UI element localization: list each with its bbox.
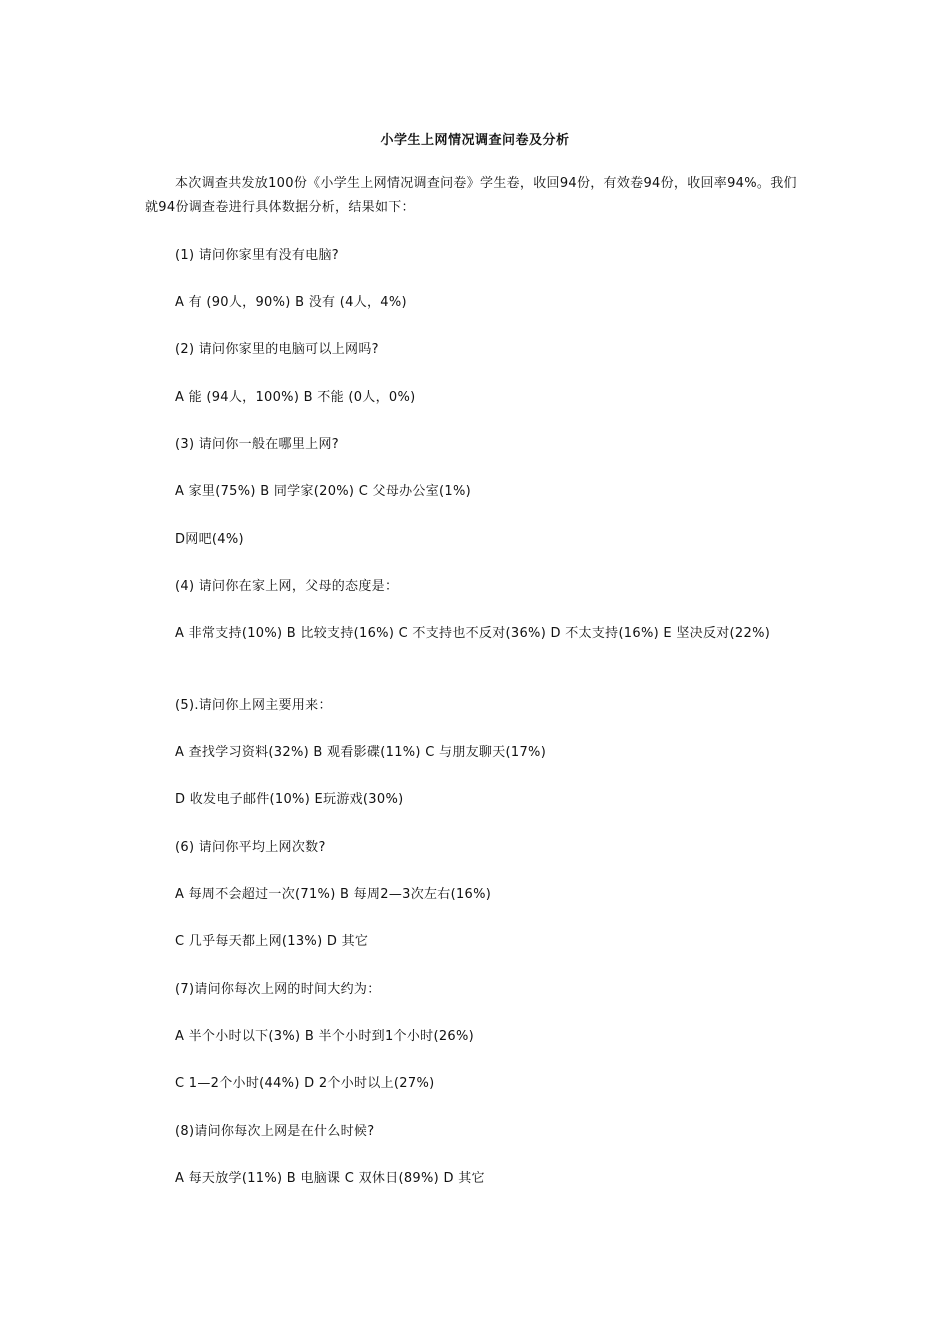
- question-5: (5).请问你上网主要用来：: [175, 698, 332, 713]
- question-1: (1) 请问你家里有没有电脑?: [175, 248, 339, 263]
- question-8: (8)请问你每次上网是在什么时候?: [175, 1124, 375, 1139]
- answer-4: A 非常支持(10%) B 比较支持(16%) C 不支持也不反对(36%) D 不太支持(16%) E 坚决反对(22%): [175, 626, 771, 641]
- answer-7a: A 半个小时以下(3%) B 半个小时到1个小时(26%): [175, 1029, 474, 1044]
- answer-8: A 每天放学(11%) B 电脑课 C 双休日(89%) D 其它: [175, 1171, 485, 1186]
- document-title: 小学生上网情况调查问卷及分析: [380, 133, 570, 148]
- intro-paragraph: 本次调查共发放100份《小学生上网情况调查问卷》学生卷，收回94份，有效卷94份，收回率94%。我们就94份调查卷进行具体数据分析，结果如下：: [145, 176, 797, 215]
- answer-7b: C 1—2个小时(44%) D 2个小时以上(27%): [175, 1076, 435, 1091]
- answer-5b: D 收发电子邮件(10%) E玩游戏(30%): [175, 792, 404, 807]
- answer-1: A 有 (90人，90%) B 没有 (4人，4%): [175, 295, 407, 310]
- question-6: (6) 请问你平均上网次数?: [175, 840, 326, 855]
- answer-3a: A 家里(75%) B 同学家(20%) C 父母办公室(1%): [175, 484, 471, 499]
- question-7: (7)请问你每次上网的时间大约为：: [175, 982, 381, 997]
- question-4: (4) 请问你在家上网，父母的态度是：: [175, 579, 399, 594]
- question-3: (3) 请问你一般在哪里上网?: [175, 437, 339, 452]
- answer-6b: C 几乎每天都上网(13%) D 其它: [175, 934, 369, 949]
- answer-2: A 能 (94人，100%) B 不能 (0人，0%): [175, 390, 416, 405]
- answer-3b: D网吧(4%): [175, 532, 244, 547]
- question-2: (2) 请问你家里的电脑可以上网吗?: [175, 342, 379, 357]
- answer-6a: A 每周不会超过一次(71%) B 每周2—3次左右(16%): [175, 887, 492, 902]
- answer-5a: A 查找学习资料(32%) B 观看影碟(11%) C 与朋友聊天(17%): [175, 745, 547, 760]
